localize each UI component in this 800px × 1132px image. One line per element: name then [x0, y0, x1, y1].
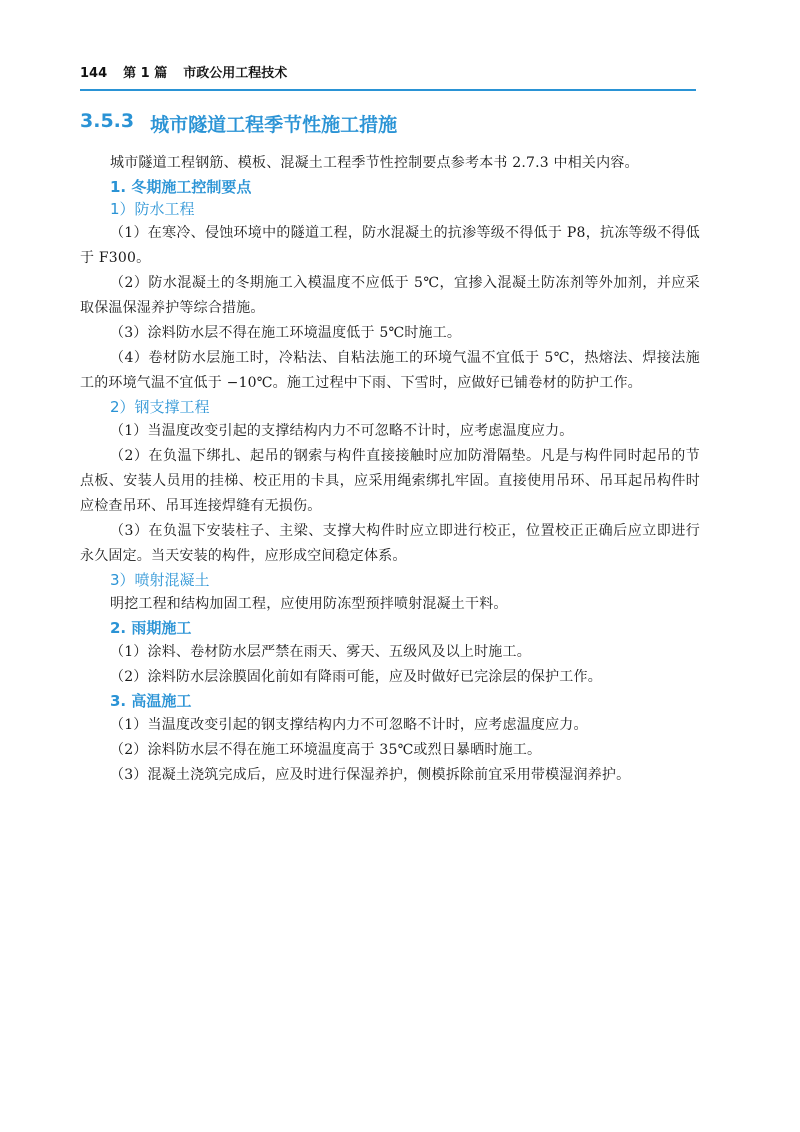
- part-label: 第 1 篇: [123, 66, 168, 81]
- steel-support-item-2: （2）在负温下绑扎、起吊的钢索与构件直接接触时应加防滑隔垫。凡是与构件同时起吊的节点板、安装人员用的挂梯、校正用的卡具，应采用绳索绑扎牢固。直接使用吊环、吊耳起吊构件时应检查吊环、吊耳连接焊缝有无损伤。: [80, 448, 700, 514]
- shotcrete-heading: 3）喷射混凝土: [110, 571, 210, 589]
- page-number: 144: [80, 66, 108, 81]
- hot-item-1: （1）当温度改变引起的钢支撑结构内力不可忽略不计时，应考虑温度应力。: [110, 717, 588, 733]
- rainy-item-2: （2）涂料防水层涂膜固化前如有降雨可能，应及时做好已完涂层的保护工作。: [110, 669, 602, 685]
- hot-heading: 3. 高温施工: [110, 692, 192, 710]
- section-title: 城市隧道工程季节性施工措施: [150, 114, 398, 136]
- steel-support-item-1: （1）当温度改变引起的支撑结构内力不可忽略不计时，应考虑温度应力。: [110, 423, 574, 439]
- shotcrete-text: 明挖工程和结构加固工程，应使用防冻型预拌喷射混凝土干料。: [110, 596, 508, 612]
- rainy-item-1: （1）涂料、卷材防水层严禁在雨天、雾天、五级风及以上时施工。: [110, 644, 531, 660]
- hot-item-2: （2）涂料防水层不得在施工环境温度高于 35℃或烈日暴晒时施工。: [110, 742, 542, 758]
- header-rule: [80, 89, 696, 91]
- section-intro: 城市隧道工程钢筋、模板、混凝土工程季节性控制要点参考本书 2.7.3 中相关内容。: [110, 155, 639, 171]
- winter-heading: 1. 冬期施工控制要点: [110, 178, 252, 196]
- rainy-heading: 2. 雨期施工: [110, 619, 192, 637]
- steel-support-item-3: （3）在负温下安装柱子、主梁、支撑大构件时应立即进行校正，位置校正正确后应立即进行永久固定。当天安装的构件，应形成空间稳定体系。: [80, 523, 700, 564]
- running-header: [80, 62, 287, 81]
- waterproof-item-2: （2）防水混凝土的冬期施工入模温度不应低于 5℃，宜掺入混凝土防冻剂等外加剂，并应采取保温保湿养护等综合措施。: [80, 275, 700, 316]
- waterproof-item-3: （3）涂料防水层不得在施工环境温度低于 5℃时施工。: [110, 325, 462, 341]
- page-content: [80, 110, 700, 788]
- section-number: 3.5.3: [80, 110, 135, 132]
- steel-support-heading: 2）钢支撑工程: [110, 398, 210, 416]
- waterproof-heading: 1）防水工程: [110, 200, 195, 218]
- section-heading: [80, 110, 700, 137]
- waterproof-item-1: （1）在寒冷、侵蚀环境中的隧道工程，防水混凝土的抗渗等级不得低于 P8，抗冻等级不得低于 F300。: [80, 225, 700, 266]
- waterproof-item-4: （4）卷材防水层施工时，冷粘法、自粘法施工的环境气温不宜低于 5℃，热熔法、焊接法施工的环境气温不宜低于 −10℃。施工过程中下雨、下雪时，应做好已铺卷材的防护工作。: [80, 350, 700, 391]
- hot-item-3: （3）混凝土浇筑完成后，应及时进行保湿养护，侧模拆除前宜采用带模湿润养护。: [110, 767, 631, 783]
- part-title: 市政公用工程技术: [183, 66, 288, 81]
